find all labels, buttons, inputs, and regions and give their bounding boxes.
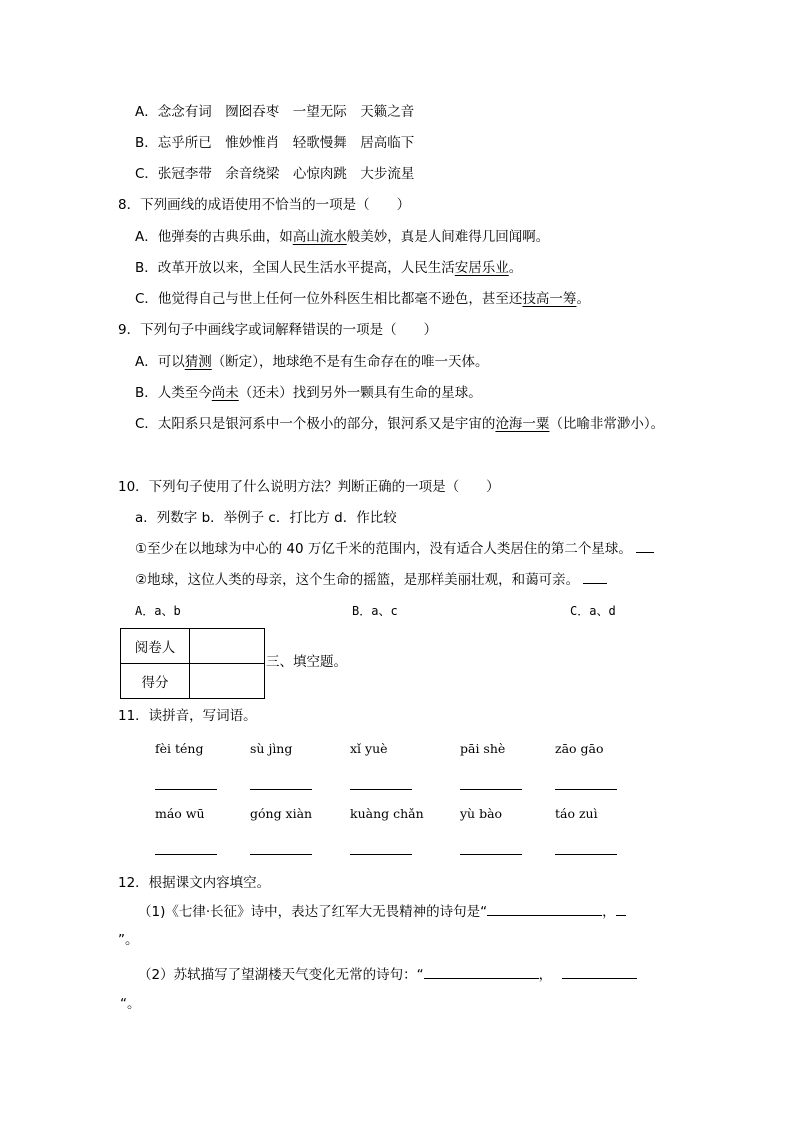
score-cell[interactable] — [190, 664, 265, 699]
text: C．他觉得自己与世上任何一位外科医生相比都毫不逊色，甚至还 — [135, 291, 523, 307]
text: 般美妙，真是人间难得几回闻啊。 — [346, 229, 550, 245]
pinyin: táo zuì — [555, 806, 598, 821]
pinyin: sù jìng — [250, 741, 293, 756]
text: （还未）找到另外一颗具有生命的星球。 — [238, 385, 482, 401]
q10-option-b: B．a、c — [352, 604, 398, 618]
answer-blank[interactable] — [562, 966, 637, 979]
answer-blank[interactable] — [555, 853, 617, 855]
pinyin: fèi téng — [155, 741, 204, 756]
answer-blank[interactable] — [583, 571, 607, 584]
underlined-idiom: 安居乐业 — [454, 260, 509, 276]
section-title: 三、填空题。 — [266, 654, 347, 670]
score-label: 得分 — [121, 664, 190, 699]
text: ， — [538, 967, 553, 983]
q8-option-b — [135, 259, 522, 277]
underlined-idiom: 技高一筹 — [522, 291, 577, 307]
score-table — [120, 628, 265, 699]
text: ， — [602, 904, 616, 920]
answer-blank[interactable] — [555, 788, 617, 790]
q10-methods: a．列数字 b．举例子 c．打比方 d．作比较 — [135, 510, 397, 526]
answer-blank[interactable] — [616, 903, 626, 916]
q12-part-2-end: “。 — [120, 996, 141, 1012]
q9-option-b — [135, 384, 482, 402]
text: B．人类至今 — [135, 385, 212, 401]
answer-blank[interactable] — [460, 788, 522, 790]
q7-option-c: C．张冠李带 余音绕梁 心惊肉跳 大步流星 — [135, 166, 415, 182]
pinyin: yù bào — [460, 806, 503, 821]
answer-blank[interactable] — [250, 788, 312, 790]
answer-blank[interactable] — [155, 788, 217, 790]
pinyin: xǐ yuè — [350, 741, 388, 756]
pinyin: kuàng chǎn — [350, 806, 424, 821]
underlined-idiom: 高山流水 — [292, 229, 347, 245]
q9-option-c — [135, 415, 664, 433]
q8-option-a — [135, 228, 549, 246]
q10-option-c: C．a、d — [570, 604, 616, 618]
text: A．他弹奏的古典乐曲，如 — [135, 229, 293, 245]
text: A．可以 — [135, 354, 185, 370]
q12-part-1-end: ”。 — [118, 932, 139, 948]
underlined-word: 猜测 — [184, 354, 212, 370]
pinyin: pāi shè — [460, 741, 506, 756]
q12-part-1 — [138, 903, 626, 921]
pinyin: máo wū — [155, 806, 205, 821]
reviewer-cell[interactable] — [190, 629, 265, 664]
q11-stem: 11．读拼音，写词语。 — [118, 708, 257, 724]
underlined-word: 沧海一粟 — [495, 416, 550, 432]
answer-blank[interactable] — [350, 853, 412, 855]
pinyin: góng xiàn — [250, 806, 313, 821]
answer-blank[interactable] — [424, 966, 539, 979]
answer-blank[interactable] — [250, 853, 312, 855]
pinyin: zāo gāo — [555, 741, 604, 756]
text: B．改革开放以来，全国人民生活水平提高，人民生活 — [135, 260, 455, 276]
q9-stem: 9．下列句子中画线字或词解释错误的一项是（ ） — [118, 322, 438, 338]
text: 。 — [576, 291, 590, 307]
q10-sentence-1 — [135, 540, 654, 558]
answer-blank[interactable] — [460, 853, 522, 855]
q9-option-a — [135, 353, 489, 371]
q12-stem: 12．根据课文内容填空。 — [118, 875, 271, 891]
text: ①至少在以地球为中心的 40 万亿千米的范围内，没有适合人类居住的第二个星球。 — [135, 541, 632, 557]
text: ②地球，这位人类的母亲，这个生命的摇篮，是那样美丽壮观，和蔼可亲。 — [135, 572, 580, 588]
underlined-word: 尚未 — [211, 385, 239, 401]
text: （1)《七律·长征》诗中，表达了红军大无畏精神的诗句是“ — [138, 904, 488, 920]
reviewer-label: 阅卷人 — [121, 629, 190, 664]
answer-blank[interactable] — [350, 788, 412, 790]
q7-option-a: A．念念有词 囫囵吞枣 一望无际 天籁之音 — [135, 104, 415, 120]
q8-option-c — [135, 290, 590, 308]
q10-sentence-2 — [135, 571, 607, 589]
answer-blank[interactable] — [155, 853, 217, 855]
answer-blank[interactable] — [487, 903, 602, 916]
text: 。 — [508, 260, 523, 276]
q8-stem: 8．下列画线的成语使用不恰当的一项是（ ） — [118, 197, 411, 213]
q10-option-a: A．a、b — [135, 604, 181, 618]
text: （2）苏轼描写了望湖楼天气变化无常的诗句：“ — [138, 967, 424, 983]
answer-blank[interactable] — [636, 540, 654, 553]
q10-stem: 10．下列句子使用了什么说明方法？判断正确的一项是（ ） — [118, 479, 500, 495]
text: （断定），地球绝不是有生命存在的唯一天体。 — [211, 354, 489, 370]
q7-option-b: B．忘乎所已 惟妙惟肖 轻歌慢舞 居高临下 — [135, 135, 415, 151]
text: C．太阳系只是银河系中一个极小的部分，银河系又是宇宙的 — [135, 416, 496, 432]
text: （比喻非常渺小）。 — [549, 416, 665, 432]
q12-part-2 — [138, 966, 637, 984]
